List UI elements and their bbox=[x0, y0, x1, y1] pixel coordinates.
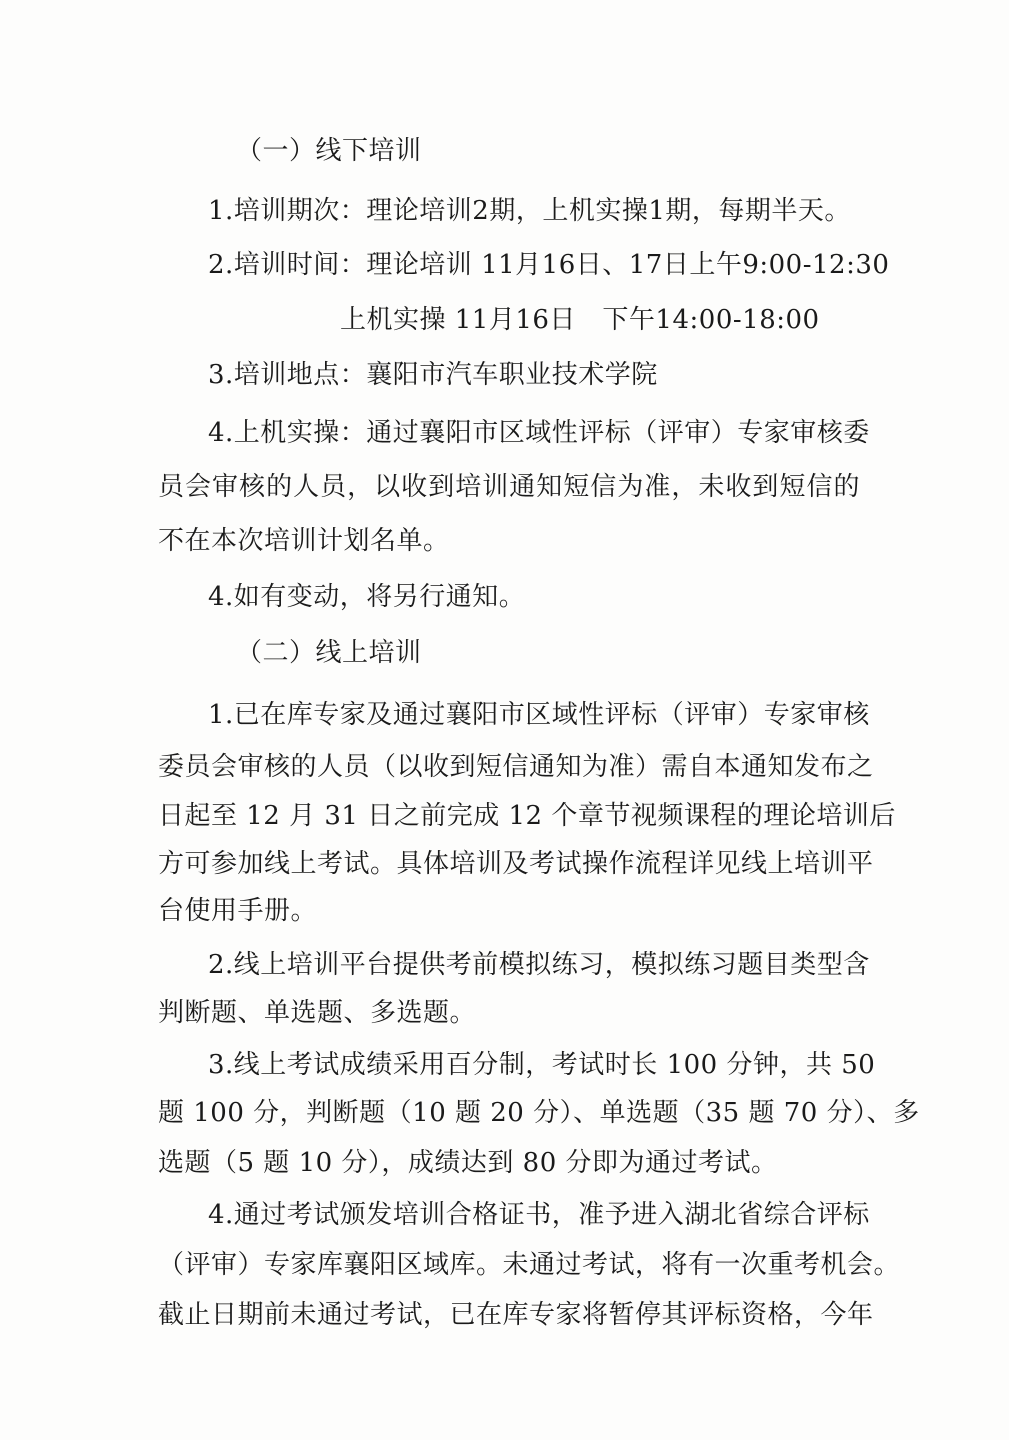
section-heading-offline-training: （一）线下培训 bbox=[236, 136, 422, 166]
paragraph-line: （评审）专家库襄阳区域库。未通过考试，将有一次重考机会。 bbox=[158, 1250, 901, 1280]
paragraph-line: 员会审核的人员，以收到培训通知短信为准，未收到短信的 bbox=[158, 472, 860, 502]
paragraph-line: 不在本次培训计划名单。 bbox=[158, 526, 450, 556]
paragraph-line: 日起至 12 月 31 日之前完成 12 个章节视频课程的理论培训后 bbox=[158, 801, 896, 831]
paragraph-line: 1.培训期次：理论培训2期，上机实操1期，每期半天。 bbox=[208, 196, 851, 226]
paragraph-line: 4.通过考试颁发培训合格证书，准予进入湖北省综合评标 bbox=[208, 1200, 870, 1230]
paragraph-line: 上机实操 11月16日 下午14:00-18:00 bbox=[340, 305, 820, 335]
paragraph-line: 2.线上培训平台提供考前模拟练习，模拟练习题目类型含 bbox=[208, 950, 870, 980]
paragraph-line: 方可参加线上考试。具体培训及考试操作流程详见线上培训平 bbox=[158, 849, 874, 879]
paragraph-line: 4.上机实操：通过襄阳市区域性评标（评审）专家审核委 bbox=[208, 418, 870, 448]
paragraph-line: 判断题、单选题、多选题。 bbox=[158, 998, 477, 1028]
paragraph-line: 截止日期前未通过考试，已在库专家将暂停其评标资格，今年 bbox=[158, 1300, 874, 1330]
section-heading-online-training: （二）线上培训 bbox=[236, 638, 422, 668]
paragraph-line: 3.培训地点：襄阳市汽车职业技术学院 bbox=[208, 360, 658, 390]
paragraph-line: 4.如有变动，将另行通知。 bbox=[208, 582, 526, 612]
paragraph-line: 委员会审核的人员（以收到短信通知为准）需自本通知发布之 bbox=[158, 752, 874, 782]
paragraph-line: 1.已在库专家及通过襄阳市区域性评标（评审）专家审核 bbox=[208, 700, 870, 730]
paragraph-line: 2.培训时间：理论培训 11月16日、17日上午9:00-12:30 bbox=[208, 250, 890, 280]
paragraph-line: 台使用手册。 bbox=[158, 896, 318, 926]
paragraph-line: 题 100 分，判断题（10 题 20 分）、单选题（35 题 70 分）、多 bbox=[158, 1098, 920, 1128]
paragraph-line: 选题（5 题 10 分），成绩达到 80 分即为通过考试。 bbox=[158, 1148, 778, 1178]
paragraph-line: 3.线上考试成绩采用百分制，考试时长 100 分钟，共 50 bbox=[208, 1050, 876, 1080]
